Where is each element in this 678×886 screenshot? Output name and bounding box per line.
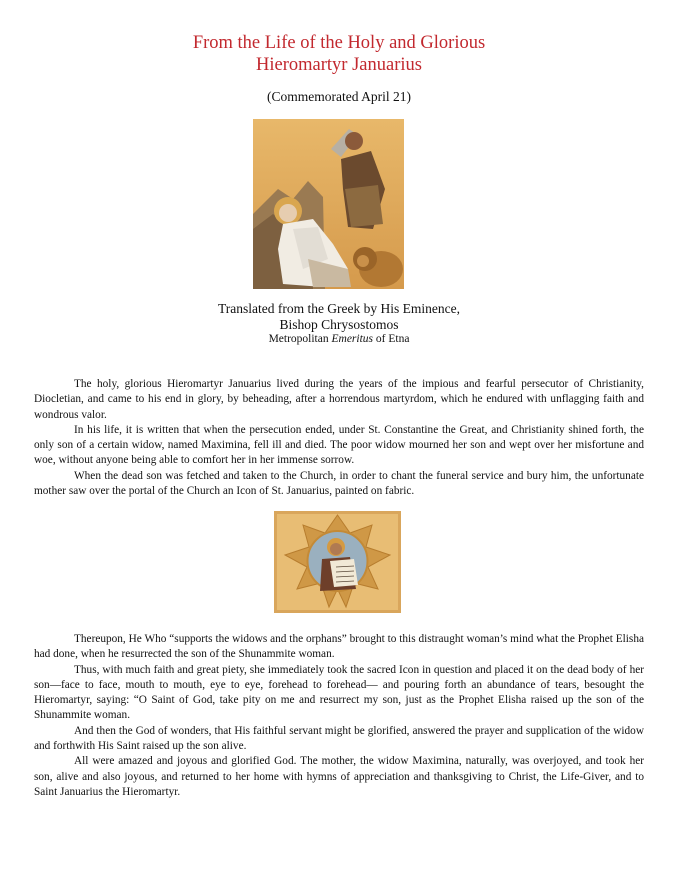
paragraph: Thus, with much faith and great piety, she immediately took the sacred Icon in question and placed it on the dead body of her son—face to face, mouth to mouth, eye to eye, forehead to forehead— and pouring forth an abundance of tears, besought the Hieromartyr, saying: “O Saint of God, take pity on me and resurrect my son, just as the Prophet Elisha raised up the son of the Shunammite woman.: [34, 663, 644, 722]
translator-title-prefix: Metropolitan: [268, 333, 332, 345]
paragraph: All were amazed and joyous and glorified God. The mother, the widow Maximina, naturally, was overjoyed, and took her son, alive and also joyous, and returned to her home with hymns of appreciation and thanksgiving to Christ, the Life-Giver, and to Saint Januarius the Hieromartyr.: [34, 755, 644, 798]
paragraph: And then the God of wonders, that His faithful servant might be glorified, answered the prayer and supplication of the widow and forthwith His Saint raised up the son alive.: [34, 724, 644, 753]
translator-line-2: Bishop Chrysostomos: [279, 317, 399, 332]
paragraph: Thereupon, He Who “supports the widows and the orphans” brought to this distraught woman’s mind what the Prophet Elisha had done, when he resurrected the son of the Shunammite woman.: [34, 633, 644, 661]
martyrdom-icon-image: [253, 119, 404, 289]
paragraph: In his life, it is written that when the persecution ended, under St. Constantine the Great, and Christianity shined forth, the only son of a certain widow, named Maximina, fell ill and died. The poor widow mourned her son and wept over her misfortune and woe, without anyone being able to comfort her in her immense sorrow.: [34, 423, 644, 467]
translator-title-emphasis: Emeritus: [331, 333, 374, 345]
translator-title-suffix: of Etna: [373, 333, 410, 345]
body-text-top: [34, 377, 644, 499]
paragraph: The holy, glorious Hieromartyr Januarius lived during the years of the impious and fearful persecutor of Christianity, Diocletian, and came to his end in glory, by beheading, after a horrendous martyrdom, which he endured with unflagging faith and wondrous valor.: [34, 378, 644, 421]
body-text-bottom: [34, 632, 644, 800]
saint-icon-image: [274, 511, 401, 613]
title-line-1: From the Life of the Holy and Glorious: [192, 33, 486, 53]
translator-line-1: Translated from the Greek by His Eminence,: [217, 301, 461, 316]
translator-line-3: [0, 333, 678, 345]
paragraph: When the dead son was fetched and taken to the Church, in order to chant the funeral service and bury him, the unfortunate mother saw over the portal of the Church an Icon of St. Januarius, painted on fabric.: [34, 469, 644, 498]
commemoration-date: (Commemorated April 21): [267, 89, 411, 104]
title-line-2: Hieromartyr Januarius: [256, 55, 422, 75]
